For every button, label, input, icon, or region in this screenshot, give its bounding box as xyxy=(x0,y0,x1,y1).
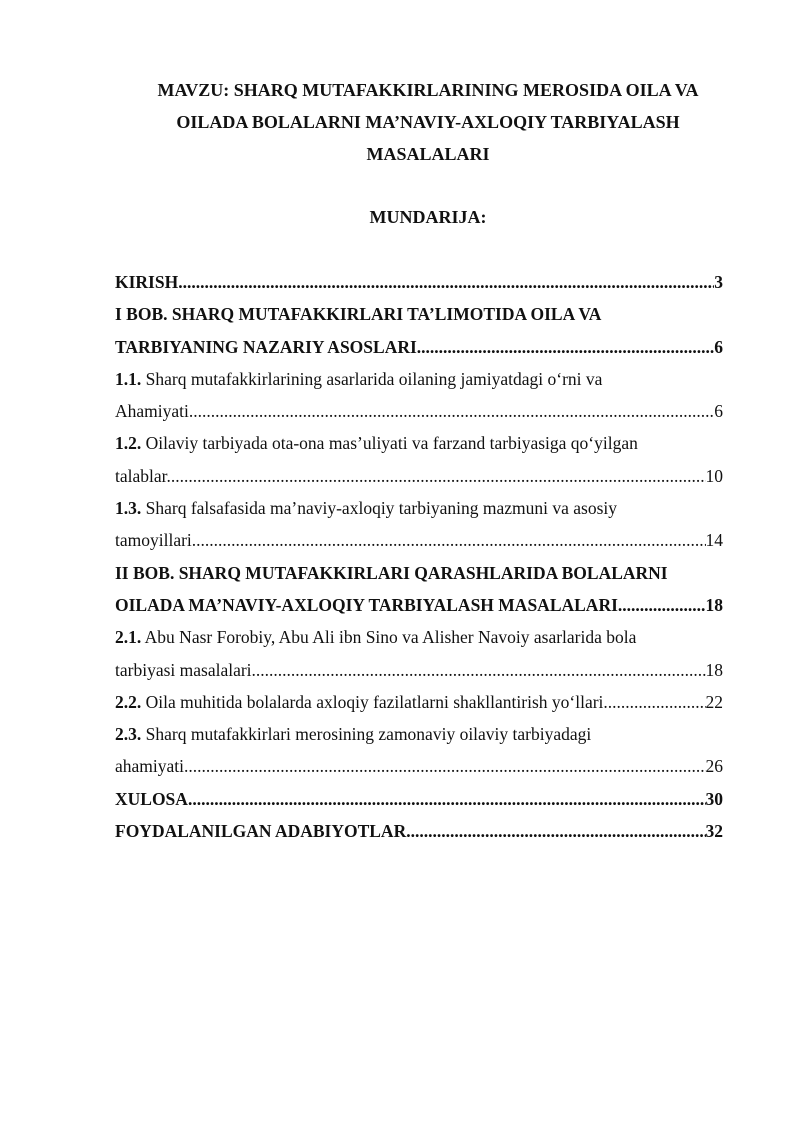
toc-section-title: talablar ..... xyxy=(115,460,706,492)
toc-section-1-2-line xyxy=(115,427,723,459)
toc-section-title: Sharq falsafasida ma’naviy-axloqiy tarbiyaning mazmuni va asosiy xyxy=(145,498,618,519)
toc-chapter-2-title: OILADA MA’NAVIY-AXLOQIY TARBIYALASH MASALALARI ..... xyxy=(115,589,706,621)
toc-section-1-3-line xyxy=(115,524,723,556)
toc-page-number: 3 xyxy=(714,272,723,292)
toc-page-number: 30 xyxy=(705,788,723,809)
toc-page-number: 22 xyxy=(705,691,723,712)
toc-page-number: 14 xyxy=(705,530,723,551)
toc-chapter-1-line xyxy=(115,298,723,330)
table-of-contents xyxy=(115,266,723,847)
toc-section-2-2-line xyxy=(115,686,723,718)
toc-chapter-1-title: TARBIYANING NAZARIY ASOSLARI ..... xyxy=(115,331,714,363)
toc-section-number: 2.2. xyxy=(115,691,142,712)
toc-section-title: tamoyillari ..... xyxy=(115,524,706,556)
toc-chapter-2-title: II BOB. SHARQ MUTAFAKKIRLARI QARASHLARIDA BOLALARNI xyxy=(115,562,668,583)
toc-section-title: tarbiyasi masalalari ..... xyxy=(115,654,706,686)
toc-section-2-1-line xyxy=(115,621,723,653)
title-line: MASALALARI xyxy=(366,144,490,164)
toc-section-1-1-line xyxy=(115,363,723,395)
toc-entry-label: XULOSA ..... xyxy=(115,783,706,815)
toc-page-number: 6 xyxy=(714,401,723,422)
toc-section-1-1-line xyxy=(115,395,723,427)
toc-page-number: 6 xyxy=(714,336,723,357)
toc-page-number: 18 xyxy=(705,594,723,615)
toc-page-number: 32 xyxy=(705,821,723,842)
toc-chapter-1-title: I BOB. SHARQ MUTAFAKKIRLARI TA’LIMOTIDA OILA VA xyxy=(115,304,602,325)
toc-section-title: Sharq mutafakkirlarining asarlarida oilaning jamiyatdagi o‘rni va xyxy=(145,368,603,389)
toc-page-number: 26 xyxy=(705,756,723,777)
toc-section-2-1-line xyxy=(115,654,723,686)
toc-entry-label: KIRISH ..... xyxy=(115,266,714,298)
toc-section-number: 1.1. xyxy=(115,368,142,389)
toc-page-number: 18 xyxy=(705,659,723,680)
contents-heading: MUNDARIJA: xyxy=(369,207,487,227)
title-line: MAVZU: SHARQ MUTAFAKKIRLARINING MEROSIDA OILA VA xyxy=(157,80,699,100)
toc-entry-kirish xyxy=(115,266,723,298)
toc-section-2-3-line xyxy=(115,750,723,782)
document-title xyxy=(115,74,741,170)
toc-section-number: 1.3. xyxy=(115,498,142,519)
toc-entry-label: FOYDALANILGAN ADABIYOTLAR ..... xyxy=(115,815,706,847)
toc-section-number: 1.2. xyxy=(115,433,142,454)
toc-section-title: Sharq mutafakkirlari merosining zamonaviy oilaviy tarbiyadagi xyxy=(145,724,592,745)
toc-chapter-1-line xyxy=(115,331,723,363)
toc-section-2-3-line xyxy=(115,718,723,750)
toc-chapter-2-line xyxy=(115,557,723,589)
toc-section-1-2-line xyxy=(115,460,723,492)
toc-section-title: Abu Nasr Forobiy, Abu Ali ibn Sino va Alisher Navoiy asarlarida bola xyxy=(144,627,637,648)
toc-section-number: 2.1. xyxy=(115,627,142,648)
toc-section-number: 2.3. xyxy=(115,724,142,745)
toc-section-title: Oilaviy tarbiyada ota-ona mas’uliyati va farzand tarbiyasiga qo‘yilgan xyxy=(145,433,638,454)
toc-chapter-2-line xyxy=(115,589,723,621)
toc-section-1-3-line xyxy=(115,492,723,524)
title-line: OILADA BOLALARNI MA’NAVIY-AXLOQIY TARBIYALASH xyxy=(176,112,680,132)
toc-page-number: 10 xyxy=(705,465,723,486)
toc-entry-xulosa xyxy=(115,783,723,815)
toc-section-title: Oila muhitida bolalarda axloqiy fazilatlarni shakllantirish yo‘llari ..... xyxy=(146,686,706,718)
toc-section-title: Ahamiyati ..... xyxy=(115,395,714,427)
toc-entry-adabiyotlar xyxy=(115,815,723,847)
toc-section-title: ahamiyati ..... xyxy=(115,750,706,782)
